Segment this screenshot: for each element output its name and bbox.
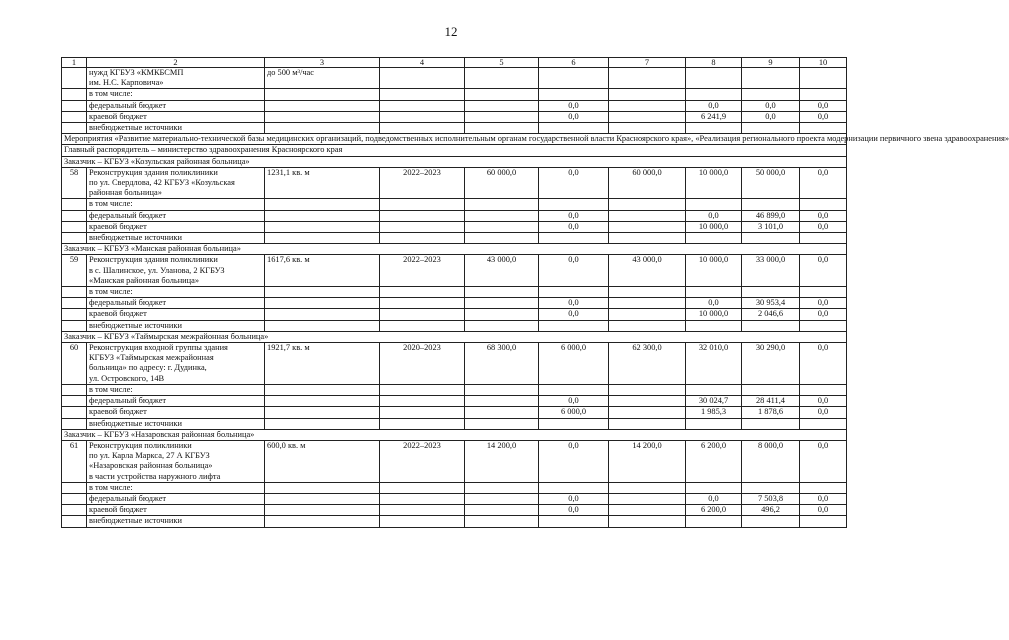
value-cell: 6 000,0 — [539, 343, 609, 385]
value-cell: 8 000,0 — [742, 440, 800, 482]
item-name-line: Реконструкция здания поликлиники — [89, 255, 218, 265]
column-number-row — [62, 58, 847, 68]
measure-heading: Мероприятия «Развитие материально-технической базы медицинских организаций, подведомственных исполнительным органам государственной власти Красноярского края», «Реализация регионального проекта модернизации первичного звена здравоохранения» — [62, 134, 847, 145]
value-cell: 0,0 — [539, 255, 609, 287]
item-name-line: в части устройства наружного лифта — [89, 471, 221, 481]
table-row — [62, 100, 847, 111]
table-row — [62, 210, 847, 221]
value-cell: 60 000,0 — [465, 167, 539, 199]
item-period: 2022–2023 — [380, 167, 465, 199]
item-name — [87, 255, 265, 287]
item-name-line: по ул. Свердлова, 42 КГБУЗ «Козульская — [89, 178, 235, 188]
in-total-label: в том числе: — [87, 199, 265, 210]
table-row — [62, 440, 847, 482]
column-number: 6 — [539, 58, 609, 68]
value-cell: 68 300,0 — [465, 343, 539, 385]
federal-label: федеральный бюджет — [87, 493, 265, 504]
federal-label: федеральный бюджет — [87, 100, 265, 111]
value-cell: 0,0 — [539, 493, 609, 504]
item-name-line: КГБУЗ «Таймырская межрайонная — [89, 353, 214, 363]
value-cell: 0,0 — [539, 298, 609, 309]
value-cell: 0,0 — [800, 255, 847, 287]
item-name-line: им. Н.С. Карповича» — [89, 78, 164, 88]
value-cell: 6 241,9 — [686, 111, 742, 122]
value-cell: 6 200,0 — [686, 440, 742, 482]
in-total-label: в том числе: — [87, 384, 265, 395]
table-row — [62, 505, 847, 516]
value-cell: 6 200,0 — [686, 505, 742, 516]
column-number: 9 — [742, 58, 800, 68]
table-row — [62, 418, 847, 429]
item-name — [87, 68, 265, 89]
value-cell: 1 985,3 — [686, 407, 742, 418]
value-cell: 62 300,0 — [609, 343, 686, 385]
regional-label: краевой бюджет — [87, 505, 265, 516]
column-number: 10 — [800, 58, 847, 68]
value-cell: 0,0 — [800, 309, 847, 320]
item-capacity: 1231,1 кв. м — [265, 167, 380, 199]
value-cell: 50 000,0 — [742, 167, 800, 199]
item-name-line: Реконструкция входной группы здания — [89, 343, 228, 353]
table-row — [62, 233, 847, 244]
value-cell: 30 953,4 — [742, 298, 800, 309]
customer-heading: Заказчик – КГБУЗ «Манская районная больница» — [62, 244, 847, 255]
value-cell: 0,0 — [800, 493, 847, 504]
item-name-line: больница» по адресу: г. Дудинка, — [89, 363, 207, 373]
value-cell: 0,0 — [800, 505, 847, 516]
item-number: 59 — [62, 255, 87, 287]
item-name-line: по ул. Карла Маркса, 27 А КГБУЗ — [89, 451, 210, 461]
value-cell: 0,0 — [539, 100, 609, 111]
table-row — [62, 199, 847, 210]
value-cell: 0,0 — [800, 210, 847, 221]
value-cell: 0,0 — [800, 111, 847, 122]
value-cell: 496,2 — [742, 505, 800, 516]
item-name-line: Реконструкция здания поликлиники — [89, 167, 218, 177]
item-name — [87, 440, 265, 482]
section-row — [62, 145, 847, 156]
section-row — [62, 429, 847, 440]
customer-heading: Заказчик – КГБУЗ «Назаровская районная больница» — [62, 429, 847, 440]
value-cell: 0,0 — [800, 407, 847, 418]
value-cell: 43 000,0 — [465, 255, 539, 287]
value-cell: 46 899,0 — [742, 210, 800, 221]
value-cell: 0,0 — [539, 505, 609, 516]
item-number: 58 — [62, 167, 87, 199]
item-name — [87, 343, 265, 385]
value-cell: 0,0 — [539, 396, 609, 407]
value-cell: 0,0 — [800, 298, 847, 309]
table-row — [62, 68, 847, 89]
column-number: 5 — [465, 58, 539, 68]
federal-label: федеральный бюджет — [87, 210, 265, 221]
in-total-label: в том числе: — [87, 482, 265, 493]
value-cell: 0,0 — [539, 440, 609, 482]
item-capacity: до 500 м³/час — [265, 68, 380, 89]
column-number: 4 — [380, 58, 465, 68]
value-cell: 0,0 — [686, 493, 742, 504]
item-period: 2020–2023 — [380, 343, 465, 385]
table-row — [62, 298, 847, 309]
extra-label: внебюджетные источники — [87, 233, 265, 244]
value-cell: 0,0 — [539, 167, 609, 199]
item-name-line: нужд КГБУЗ «КМКБСМП — [89, 68, 184, 77]
column-number: 8 — [686, 58, 742, 68]
table-row — [62, 309, 847, 320]
federal-label: федеральный бюджет — [87, 298, 265, 309]
value-cell: 30 024,7 — [686, 396, 742, 407]
value-cell: 0,0 — [742, 100, 800, 111]
column-number: 3 — [265, 58, 380, 68]
table-row — [62, 89, 847, 100]
value-cell: 43 000,0 — [609, 255, 686, 287]
value-cell: 0,0 — [800, 343, 847, 385]
value-cell: 0,0 — [800, 167, 847, 199]
value-cell: 32 010,0 — [686, 343, 742, 385]
value-cell: 10 000,0 — [686, 309, 742, 320]
value-cell: 6 000,0 — [539, 407, 609, 418]
table-row — [62, 482, 847, 493]
value-cell: 7 503,8 — [742, 493, 800, 504]
value-cell: 3 101,0 — [742, 221, 800, 232]
regional-label: краевой бюджет — [87, 407, 265, 418]
value-cell: 2 046,6 — [742, 309, 800, 320]
value-cell: 0,0 — [539, 309, 609, 320]
table-row — [62, 320, 847, 331]
table-row — [62, 167, 847, 199]
budget-table — [61, 57, 1009, 528]
table-row — [62, 343, 847, 385]
section-row — [62, 156, 847, 167]
table-row — [62, 221, 847, 232]
value-cell: 1 878,6 — [742, 407, 800, 418]
value-cell: 0,0 — [742, 111, 800, 122]
page-number: 12 — [444, 24, 458, 39]
distributor-heading: Главный распорядитель – министерство здравоохранения Красноярского края — [62, 145, 847, 156]
federal-label: федеральный бюджет — [87, 396, 265, 407]
table-row — [62, 516, 847, 527]
extra-label: внебюджетные источники — [87, 320, 265, 331]
table-row — [62, 111, 847, 122]
extra-label: внебюджетные источники — [87, 123, 265, 134]
item-capacity: 1617,6 кв. м — [265, 255, 380, 287]
section-row — [62, 331, 847, 342]
item-name-line: районная больница» — [89, 188, 162, 198]
value-cell: 0,0 — [800, 221, 847, 232]
item-capacity: 600,0 кв. м — [265, 440, 380, 482]
table-row — [62, 493, 847, 504]
section-row — [62, 134, 847, 145]
value-cell: 0,0 — [686, 100, 742, 111]
table-row — [62, 287, 847, 298]
item-name-line: «Назаровская районная больница» — [89, 461, 213, 471]
in-total-label: в том числе: — [87, 287, 265, 298]
table-row — [62, 255, 847, 287]
customer-heading: Заказчик – КГБУЗ «Козульская районная больница» — [62, 156, 847, 167]
value-cell: 33 000,0 — [742, 255, 800, 287]
value-cell: 30 290,0 — [742, 343, 800, 385]
value-cell: 60 000,0 — [609, 167, 686, 199]
item-name-line: в с. Шалинское, ул. Уланова, 2 КГБУЗ — [89, 265, 225, 275]
value-cell: 10 000,0 — [686, 255, 742, 287]
value-cell: 0,0 — [800, 100, 847, 111]
value-cell: 0,0 — [686, 210, 742, 221]
regional-label: краевой бюджет — [87, 221, 265, 232]
table-row — [62, 123, 847, 134]
value-cell: 28 411,4 — [742, 396, 800, 407]
value-cell: 14 200,0 — [609, 440, 686, 482]
extra-label: внебюджетные источники — [87, 418, 265, 429]
value-cell: 10 000,0 — [686, 221, 742, 232]
in-total-label: в том числе: — [87, 89, 265, 100]
item-capacity: 1921,7 кв. м — [265, 343, 380, 385]
column-number: 7 — [609, 58, 686, 68]
value-cell: 0,0 — [800, 396, 847, 407]
item-name-line: ул. Островского, 14В — [89, 373, 165, 383]
table-row — [62, 407, 847, 418]
section-row — [62, 244, 847, 255]
item-name-line: Реконструкция поликлиники — [89, 440, 192, 450]
customer-heading: Заказчик – КГБУЗ «Таймырская межрайонная больница» — [62, 331, 847, 342]
value-cell: 0,0 — [800, 440, 847, 482]
item-number: 61 — [62, 440, 87, 482]
regional-label: краевой бюджет — [87, 309, 265, 320]
item-period: 2022–2023 — [380, 440, 465, 482]
value-cell: 10 000,0 — [686, 167, 742, 199]
item-number: 60 — [62, 343, 87, 385]
item-name — [87, 167, 265, 199]
table-row — [62, 384, 847, 395]
value-cell: 0,0 — [686, 298, 742, 309]
column-number: 2 — [87, 58, 265, 68]
column-number: 1 — [62, 58, 87, 68]
item-name-line: «Манская районная больница» — [89, 275, 200, 285]
value-cell: 0,0 — [539, 221, 609, 232]
value-cell: 14 200,0 — [465, 440, 539, 482]
table-row — [62, 396, 847, 407]
item-period: 2022–2023 — [380, 255, 465, 287]
value-cell: 0,0 — [539, 210, 609, 221]
extra-label: внебюджетные источники — [87, 516, 265, 527]
regional-label: краевой бюджет — [87, 111, 265, 122]
value-cell: 0,0 — [539, 111, 609, 122]
